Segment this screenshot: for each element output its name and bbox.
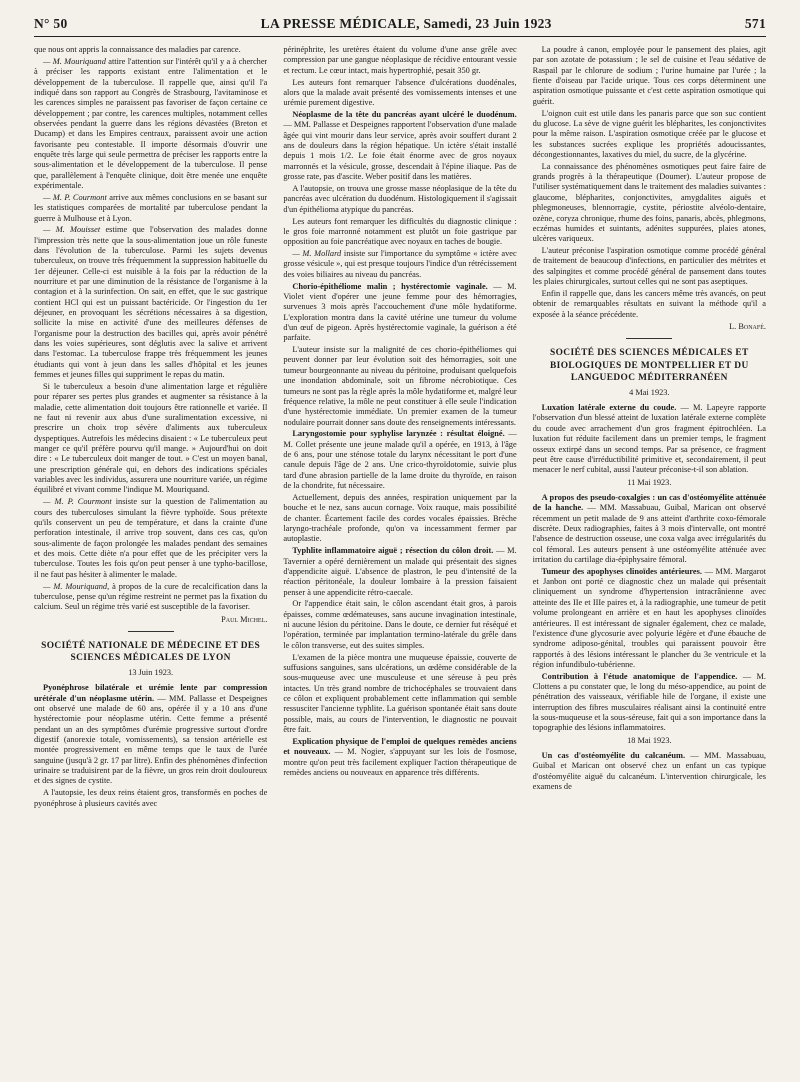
paragraph: A l'autopsie, les deux reins étaient gros, transformés en poches de pyonéphrose à plusieurs cavités avec: [34, 788, 268, 808]
paragraph: [34, 497, 267, 580]
paragraph: L'auteur préconise l'aspiration osmotique comme procédé général de traitement de beaucoup d'infections, en particulier des métrites et des salpingites et comme procédé général de pansement dans toutes les plaies chirurgicales, surtout celles qui ne sont pas aseptiques.: [532, 246, 766, 287]
article-title: Néoplasme de la tête du pancréas ayant ulcéré le duodénum.: [292, 110, 517, 120]
speaker: — M. P. Courmont: [43, 192, 107, 202]
page-number: 571: [744, 16, 766, 31]
society-heading: SOCIÉTÉ DES SCIENCES MÉDICALES ET BIOLOGIQUES DE MONTPELLIER ET DU LANGUEDOC MÉDITERRANÉEN: [549, 348, 749, 384]
paragraph: Or l'appendice était sain, le côlon ascendant était gros, à parois épaisses, comme œdémateuses, sans aucune invagination intestinale, ni aucune lésion du péritoine. Dans le doute, ce dernier fut réséqué et l'opération, terminée par implantation termino-latérale du grêle dans le côlon transverse, eut des suites simples.: [283, 599, 517, 650]
paragraph: Si le tuberculeux a besoin d'une alimentation large et régulière pour réparer ses pertes plus grandes et augmenter sa résistance à la maladie, cette alimentation doit toujours être rationnelle et variée. Il ne faut ni revenir aux abus d'une suralimentation excessive, ni prescrire un choix trop sévère d'aliments aux tuberculeux dyspeptiques. Autrefois les médecins disaient : « Le tuberculeux peut manger ce qu'il préfère pourvu qu'il mange. » Aujourd'hui on doit dire : « Le tuberculeux doit manger de tout. » C'est un moyen banal, une prescription générale qui, en dehors des indications spéciales variables avec les individus, assurera une nourriture variée, un régime équilibré et vivant comme l'indique M. Mouriquand.: [34, 382, 268, 495]
column-3: [533, 45, 766, 1075]
session-date: 4 Mai 1923.: [629, 387, 670, 397]
paragraph: La connaissance des phénomènes osmotiques peut faire faire de grands progrès à la thérapeutique (Doumer). L'auteur propose de l'utiliser systématiquement dans le traitement des maladies suivantes : glaucome, blépharites, conjonctivites, amygdalites aiguës et phlegmoneuses, blennorragie, cystite, périostite alvéolo-dentaire, ozène, coryza chronique, rhume des foins, panaris, abcès, phlegmons, eczémas humides et suintants, adénites suppurées, plaies atones, ulcères variqueux.: [532, 161, 766, 244]
paragraph: Les auteurs font remarquer les difficultés du diagnostic clinique : le gros foie marronné notamment est plutôt un foie gastrique par opposition au foie pancréatique avec noyaux en taches de bougie.: [283, 216, 517, 247]
divider: [626, 338, 672, 339]
article-title: Luxation latérale externe du coude.: [541, 403, 677, 413]
paragraph: L'auteur insiste sur la malignité de ces chorio-épithéliomes qui peuvent donner par leur évolution soit des hémorragies, soit une tumeur bourgeonnante au niveau du péritoine, produisant quelquefois une inondation abdominale, soit un fibrome nécrobiotique. Ces tumeurs ne sont pas la règle après la môle hydatiforme et, malgré leur fréquence relative, la môle ne peut constituer à elle seule l'indication d'une hystérectomie immédiate. Un premier examen de la tumeur nodulaire pourrait donner sans doute des renseignements intéressants.: [283, 345, 517, 427]
paragraph: Les auteurs font remarquer l'absence d'ulcérations duodénales, alors que la malade avait présenté des vomissements intenses et une urémie purement digestive.: [283, 77, 517, 108]
paragraph: [533, 567, 766, 670]
session-date: 13 Juin 1923.: [128, 667, 174, 677]
paragraph-text: — MM. Margarot et Janbon ont porté ce diagnostic chez un malade qui présentait cliniquement un syndrome d'hypertension intracrânienne avec atteinte des IIe et IIIe paires et, à la radiographie, une tumeur de petit volume prolongeant en arrière et en haut les apophyses clinoïdes antérieures. Il est intéressant de signaler également, chez ce malade, l'existence d'une glycosurie avec polyurie légère et d'une ébauche de syndrome adiposo-génital, troubles qui paraissent pouvoir être rapportés à des lésions intéressant le plancher du 3e ventricule et la région infundibulo-tubérienne.: [532, 566, 766, 669]
article-title: Laryngostomie pour syphylise larynzée : résultat éloigné.: [292, 429, 505, 439]
paragraph-text: — M. Nogier, s'appuyant sur les lois de l'osmose, montre qu'on peut très facilement expliquer l'action thérapeutique de remèdes anciens ou nouveaux en apparence très différents.: [283, 747, 517, 777]
paragraph: [283, 282, 516, 344]
paragraph: [533, 751, 766, 792]
paragraph: L'oignon cuit est utile dans les panaris parce que son suc contient du glucose. La sève de vigne guérit les blépharites, les conjonctivites pour la même raison. L'aspiration osmotique créée par le glucose et les substances sucrées explique les propriétés adoucissantes, décongestionnantes, laxatives du miel, du sucre, de la glycérine.: [532, 108, 766, 159]
running-header: [34, 16, 766, 37]
paragraph: [34, 582, 267, 613]
paragraph-text: estime que l'observation des malades donne l'impression très nette que la sous-alimentation joue un rôle funeste dans l'évolution de la tuberculose. Parmi les sujets devenus tuberculeux, on trouve très fréquemment la suppression habituelle du 1er déjeuner. Celle-ci est nuisible à la fois par la réduction de la nourriture et par une diminution de la résistance de l'organisme à la contagion et à la surinfection. On sait, en effet, que le suc gastrique contient HCl qui est un puissant bactéricide. Or l'ingestion du 1er déjeuner, en provoquant les sécrétions nécessaires à sa digestion, sollicite la mise en activité d'une des meilleures défenses de l'organisme pour la destruction des bacilles qui, après avoir pénétré dans les voies supérieures, sont déglutis avec la salive et arrivent dans l'estomac. La tuberculose frappe très fréquemment les jeunes étudiants qui vont à jeun dans les salles d'hôpital et les jeunes femmes et jeunes filles qui suppriment le repas du matin.: [34, 225, 268, 380]
paragraph: [283, 546, 516, 598]
paragraph: A l'autopsie, on trouva une grosse masse néoplasique de la tête du pancréas avec ulcération du duodénum. Histologiquement il s'agissait d'un épithélioma atypique du pancréas.: [283, 183, 517, 214]
session-date: 11 Mai 1923.: [627, 477, 672, 487]
article-title: Pyonéphrose bilatérale et urémie lente par compression urétérale d'un néoplasme utérin.: [34, 683, 268, 703]
issue-number: N° 50: [34, 16, 68, 31]
paragraph-text: attire l'attention sur l'intérêt qu'il y a à chercher à préciser les rapports existant entre l'alimentation et le développement de la tuberculose. Il rappelle que, ainsi qu'il l'a indiqué dans son rapport au Congrès de Strasbourg, l'avitaminose et les carences simples ne paraissent pas favoriser de façon certaine ce développement ; par contre, les carences multiples, notamment celles observées pendant la guerre dans les régions dévastées (Breton et Ducamp) et dans les Empires centraux, paraissent avoir une action favorisante peu contestable. Il importe désormais d'ouvrir une enquête très large qui seule permettra de préciser les rapports entre la sous-alimentation et le développement de la tuberculose. Il pense que, parallèlement à l'enquête clinique, doit être menée une enquête expérimentale.: [34, 56, 268, 190]
paragraph: Actuellement, depuis des années, respiration uniquement par la bouche et le nez, sans aucun cornage. Voix rauque, mais possibilité de chanter. Écartement facile des cordes vocales épaissies. Brèche laryngo-trachéale profonde, qu'on va incessamment fermer par autoplastie.: [283, 492, 517, 544]
column-2: [283, 45, 516, 1075]
paragraph-text: , à propos de la cure de recalcification dans la tuberculose, pense qu'un régime restreint ne permet pas la fixation du calcium. Seul un régime très varié est susceptible de la favoriser.: [34, 581, 268, 612]
speaker: — M. Mouisset: [43, 225, 101, 235]
columns: [34, 45, 766, 1075]
paragraph-text: insiste sur l'importance du symptôme « ictère avec grosse vésicule », qui est presque toujours l'indice d'un rétrécissement des voies biliaires au niveau du pancréas.: [283, 249, 517, 279]
paragraph: que nous ont appris la connaissance des maladies par carence.: [34, 45, 241, 54]
paragraph-text: — MM. Massabuau, Guibal, Marican ont observé récemment un petit malade de 9 ans atteint d'arthrite coxo-fémorale discrète. Deux radiographies, faites à 3 mois d'intervalle, ont montré l'absence de destruction osseuse, une coxa valga avec irrégularités du col fémoral. Les auteurs pensent à une ostéomyélite atténuée avec irritation du cartilage dia-épiphysaire fémoral.: [532, 503, 766, 564]
article-title: Tumeur des apophyses clinoïdes antérieures.: [541, 566, 702, 576]
paragraph-text: — M. Clottens a pu constater que, le long du méso-appendice, au point de pénétration des vaisseaux, vérifiable hile de l'organe, il existe une interruption des fibres musculaires réalisant ainsi la continuité entre la sous-muqueuse et la sous-séreuse, fait qui a son importance dans la topographie des lésions inflammatoires.: [532, 671, 766, 733]
paragraph: [34, 193, 267, 224]
session-date: 18 Mai 1923.: [627, 735, 672, 745]
signature: L. Bonafé.: [729, 321, 766, 331]
paragraph: L'examen de la pièce montra une muqueuse épaissie, couverte de suffusions sanguines, sans ulcérations, un œdème considérable de la sous-muqueuse avec une musculeuse et une séreuse à peu près intactes. Un très grand nombre de trichocéphales se trouvaient dans ce côlon et expliquent probablement cette inflammation qui semble ressusciter l'ancienne typhlite. La guérison spontanée était sans doute possible, mais, au cours de l'intervention, le diagnostic ne pouvait être fait.: [283, 652, 517, 734]
paragraph-text: — MM. Pallasse et Despeignes rapportent l'observation d'une malade âgée qui vint mourir dans leur service, après avoir souffert durant 2 ans de douleurs dans la région hépatique. Un ictère s'était installé depuis 1 mois 1/2. Le foie était énorme avec de gros noyaux marronnés et la vésicule, grosse, descendait à l'épine iliaque. Pas de grosse rate, pas d'ascite. Weber positif dans les matières.: [283, 120, 517, 182]
speaker: — M. Mouriquand: [43, 56, 106, 66]
paragraph: [283, 249, 516, 280]
article-title: Chorio-épithéliome malin ; hystérectomie vaginale.: [292, 281, 488, 291]
paragraph: [283, 429, 516, 491]
paragraph: [34, 225, 267, 380]
article-title: A propos des pseudo-coxalgies : un cas d'ostéomyélite atténuée de la hanche.: [532, 492, 766, 513]
paragraph: [533, 672, 766, 734]
paragraph: périnéphrite, les uretères étaient du volume d'une anse grêle avec compression par une gangue néoplasique de récidive entourant vessie et rectum. Le cœur intact, mais hypertrophié, pesait 350 gr.: [283, 45, 517, 75]
article-title: Typhlite inflammatoire aiguë ; résection du côlon droit.: [292, 546, 494, 556]
paragraph-text: insiste sur la question de l'alimentation au cours des tuberculoses simulant la fièvre typhoïde. Sous prétexte qu'ils conservent un peu de température, et dans la crainte d'une perforation intestinale, il arrive trop souvent, dans ces cas, qu'on sous-alimente de façon prolongée les malades pendant des semaines et des mois. Cette diète n'a pour effet que de les précipiter vers la tuberculose. Toutes les fois qu'on peut penser à une typho-bacillose, il ne faut pas hésiter à alimenter le malade.: [34, 497, 268, 579]
article-title: Un cas d'ostéomyélite du calcanéum.: [541, 751, 686, 761]
article-title: Explication physique de l'emploi de quelques remèdes anciens et nouveaux.: [283, 736, 517, 757]
paragraph: [533, 493, 766, 565]
paragraph: [533, 403, 766, 475]
speaker: — M. P. Courmont: [43, 497, 112, 507]
paragraph-text: — MM. Massabuau, Guibal et Marican ont observé chez un enfant un cas typique d'ostéomyélite aiguë du calcanéum. L'intervention chirurgicale, les examens de: [532, 751, 766, 792]
paragraph: [283, 737, 516, 778]
signature: Paul Michel.: [221, 614, 268, 624]
paragraph: Enfin il rappelle que, dans les cancers même très avancés, on peut obtenir de remarquables résultats en suivant la méthode qu'il a exposée à la séance précédente.: [532, 288, 766, 319]
paragraph-text: — M. Tavernier a opéré dernièrement un malade qui présentait des signes d'appendicite aiguë. L'absence de plastron, le peu d'intensité de la réaction péritonéale, la douleur lombaire à la pression faisaient penser à une appendicite rétro-caecale.: [283, 546, 517, 597]
article-title: Contribution à l'étude anatomique de l'appendice.: [541, 671, 738, 681]
society-heading: SOCIÉTÉ NATIONALE DE MÉDECINE ET DES SCIENCES MÉDICALES DE LYON: [41, 640, 261, 664]
speaker: — M. Mollard: [292, 249, 342, 259]
paragraph-text: — MM. Pallasse et Despeignes ont observé une malade de 60 ans, opérée il y a 10 ans d'une hystérectomie pour néoplasme utérin. Cette femme a présenté pendant un an des symptômes d'urémie progressive surtout d'ordre digestif (anorexie totale, vomissements), sa tension artérielle est montée progressivement en même temps que le taux de l'urée sanguine (jusqu'à 2 gr. 17 par litre). Enfin des phénomènes d'infection urinaire se traduisirent par de la fièvre, un gros rein droit douloureux et des signes de cystite.: [34, 693, 268, 786]
speaker: — M. Mouriquand: [43, 581, 108, 591]
paragraph-text: arrive aux mêmes conclusions en se basant sur les statistiques comparées de mortalité par tuberculose pendant la guerre à Mulhouse et à Lyon.: [34, 192, 268, 223]
paragraph-text: — M. Lapeyre rapporte l'observation d'un blessé atteint de luxation latérale externe complète du coude avec arrachement d'un gros fragment épitrochléen. La luxation fut réduite facilement dans un premier temps, le fragment osseux extirpé dans un second temps. Par sa présence, ce fragment peut être cause d'irréductibilité primitive et, secondairement, il peut menacer le nerf cubital, aussi l'auteur préconise-t-il son ablation.: [532, 403, 766, 475]
paragraph: [34, 57, 267, 191]
paragraph: La poudre à canon, employée pour le pansement des plaies, agit par son azotate de potassium ; le sel de cuisine et l'eau sédative de Raspail par le chlorure de sodium ; l'urine humaine par l'urée ; la fiente d'oiseau par l'acide urique. Tous ces corps déterminent une aspiration osmotique puissante et c'est cette aspiration osmotique qui guérit.: [532, 45, 766, 106]
column-1: [34, 45, 267, 1075]
divider: [128, 631, 174, 632]
paragraph: [34, 683, 267, 786]
paragraph-text: — M. Violet vient d'opérer une jeune femme pour des hémorragies, survenues 3 mois après l'accouchement d'une môle hydatiforme. L'exploration montra dans la cavité utérine une tumeur du volume d'un œuf de pigeon. Après hystérectomie vaginale, la guérison a été parfaite.: [283, 281, 517, 343]
paragraph: [283, 110, 516, 182]
journal-title: LA PRESSE MÉDICALE, Samedi, 23 Juin 1923: [260, 16, 552, 31]
paragraph-text: — M. Collet présente une jeune malade qu'il a opérée, en 1913, à l'âge de 6 ans, pour une sténose totale du larynx nécessitant le port d'une canule depuis l'âge de 2 ans. Une crico-thyroïdotomie, suivie plus tard d'une abrasion partielle de la lame droite du thyroïde, en raison de la chondrite, fut nécessaire.: [283, 429, 517, 491]
